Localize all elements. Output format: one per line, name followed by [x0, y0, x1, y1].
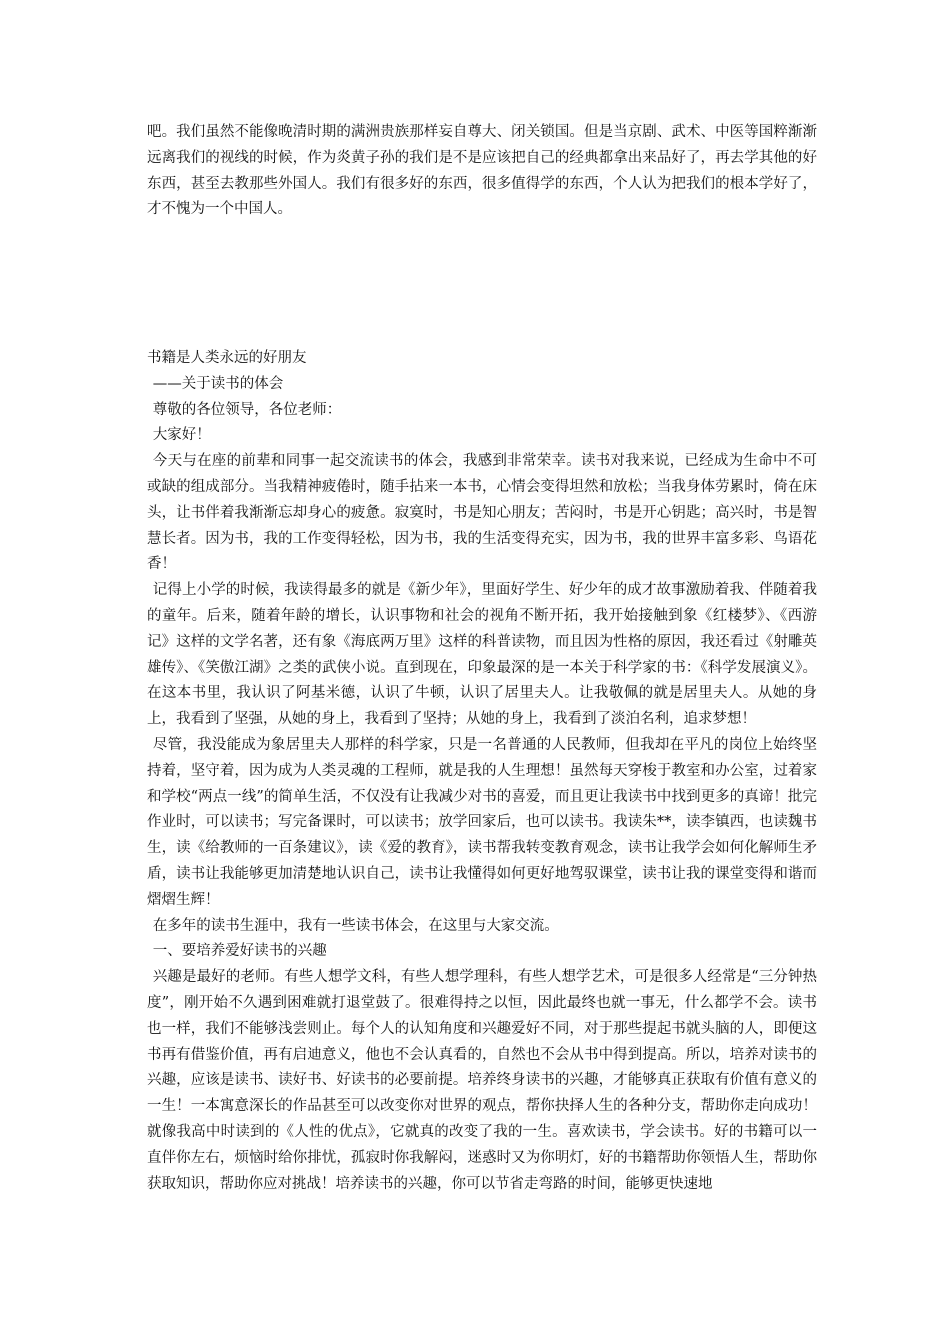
section-heading-1: 一、要培养爱好读书的兴趣	[152, 943, 327, 960]
paragraph-3: 尽管，我没能成为象居里夫人那样的科学家，只是一名普通的人民教师，但我却在平凡的岗位上始终坚持着，坚守着，因为成为人类灵魂的工程师，就是我的人生理想！虽然每天穿梭于教室和办公室，过着家和学校“两点一线”的简单生活，不仅没有让我减少对书的喜爱，而且更让我读书中找到更多的真谛！批完作业时，可以读书；写完备课时，可以读书；放学回家后，也可以读书。我读朱**，读李镇西，也读魏书生，读《给教师的一百条建议》，读《爱的教育》，读书帮我转变教育观念，读书让我学会如何化解师生矛盾，读书让我能够更加清楚地认识自己，读书让我懂得如何更好地驾驭课堂，读书让我的课堂变得和谐而熠熠生辉！	[147, 736, 817, 908]
paragraph-5: 兴趣是最好的老师。有些人想学文科，有些人想学理科，有些人想学艺术，可是很多人经常是“三分钟热度”，刚开始不久遇到困难就打退堂鼓了。很难得持之以恒，因此最终也就一事无，什么都学不会。读书也一样，我们不能够浅尝则止。每个人的认知角度和兴趣爱好不同，对于那些提起书就头脑的人，即便这书再有借鉴价值，再有启迪意义，他也不会认真看的，自然也不会从书中得到提高。所以，培养对读书的兴趣，应该是读书、读好书、好读书的必要前提。培养终身读书的兴趣，才能够真正获取有价值有意义的一生！一本寓意深长的作品甚至可以改变你对世界的观点，帮你抉择人生的各种分支，帮助你走向成功！就像我高中时读到的《人性的优点》，它就真的改变了我的一生。喜欢读书，学会读书。好的书籍可以一直伴你左右，烦恼时给你排忧，孤寂时你我解闷，迷惑时又为你明灯，好的书籍帮助你领悟人生，帮助你获取知识，帮助你应对挑战！培养读书的兴趣，你可以节省走弯路的时间，能够更快速地	[147, 969, 817, 1192]
document-subtitle: ——关于读书的体会	[152, 375, 284, 392]
greeting: 大家好！	[152, 427, 211, 444]
speech-text-block	[147, 346, 817, 1197]
paragraph-4: 在多年的读书生涯中，我有一些读书体会，在这里与大家交流。	[152, 917, 559, 934]
salutation: 尊敬的各位领导，各位老师：	[152, 401, 342, 418]
top-text-block	[147, 120, 817, 223]
document-title: 书籍是人类永远的好朋友	[147, 350, 307, 366]
top-paragraph: 吧。我们虽然不能像晚清时期的满洲贵族那样妄自尊大、闭关锁国。但是当京剧、武术、中医等国粹渐渐远离我们的视线的时候，作为炎黄子孙的我们是不是应该把自己的经典都拿出来品好了，再去学其他的好东西，甚至去教那些外国人。我们有很多好的东西，很多值得学的东西，个人认为把我们的根本学好了，才不愧为一个中国人。	[147, 124, 817, 218]
paragraph-2: 记得上小学的时候，我读得最多的就是《新少年》，里面好学生、好少年的成才故事激励着我、伴随着我的童年。后来，随着年龄的增长，认识事物和社会的视角不断开拓，我开始接触到象《红楼梦》、《西游记》这样的文学名著，还有象《海底两万里》这样的科普读物，而且因为性格的原因，我还看过《射雕英雄传》、《笑傲江湖》之类的武侠小说。直到现在，印象最深的是一本关于科学家的书：《科学发展演义》。在这本书里，我认识了阿基米德，认识了牛顿，认识了居里夫人。让我敬佩的就是居里夫人。从她的身上，我看到了坚强，从她的身上，我看到了坚持；从她的身上，我看到了淡泊名利，追求梦想！	[147, 582, 817, 728]
paragraph-1: 今天与在座的前辈和同事一起交流读书的体会，我感到非常荣幸。读书对我来说，已经成为生命中不可或缺的组成部分。当我精神疲倦时，随手拈来一本书，心情会变得坦然和放松；当我身体劳累时，倚在床头，让书伴着我渐渐忘却身心的疲惫。寂寞时，书是知心朋友；苦闷时，书是开心钥匙；高兴时，书是智慧长者。因为书，我的工作变得轻松，因为书，我的生活变得充实，因为书，我的世界丰富多彩、鸟语花香！	[147, 453, 817, 573]
